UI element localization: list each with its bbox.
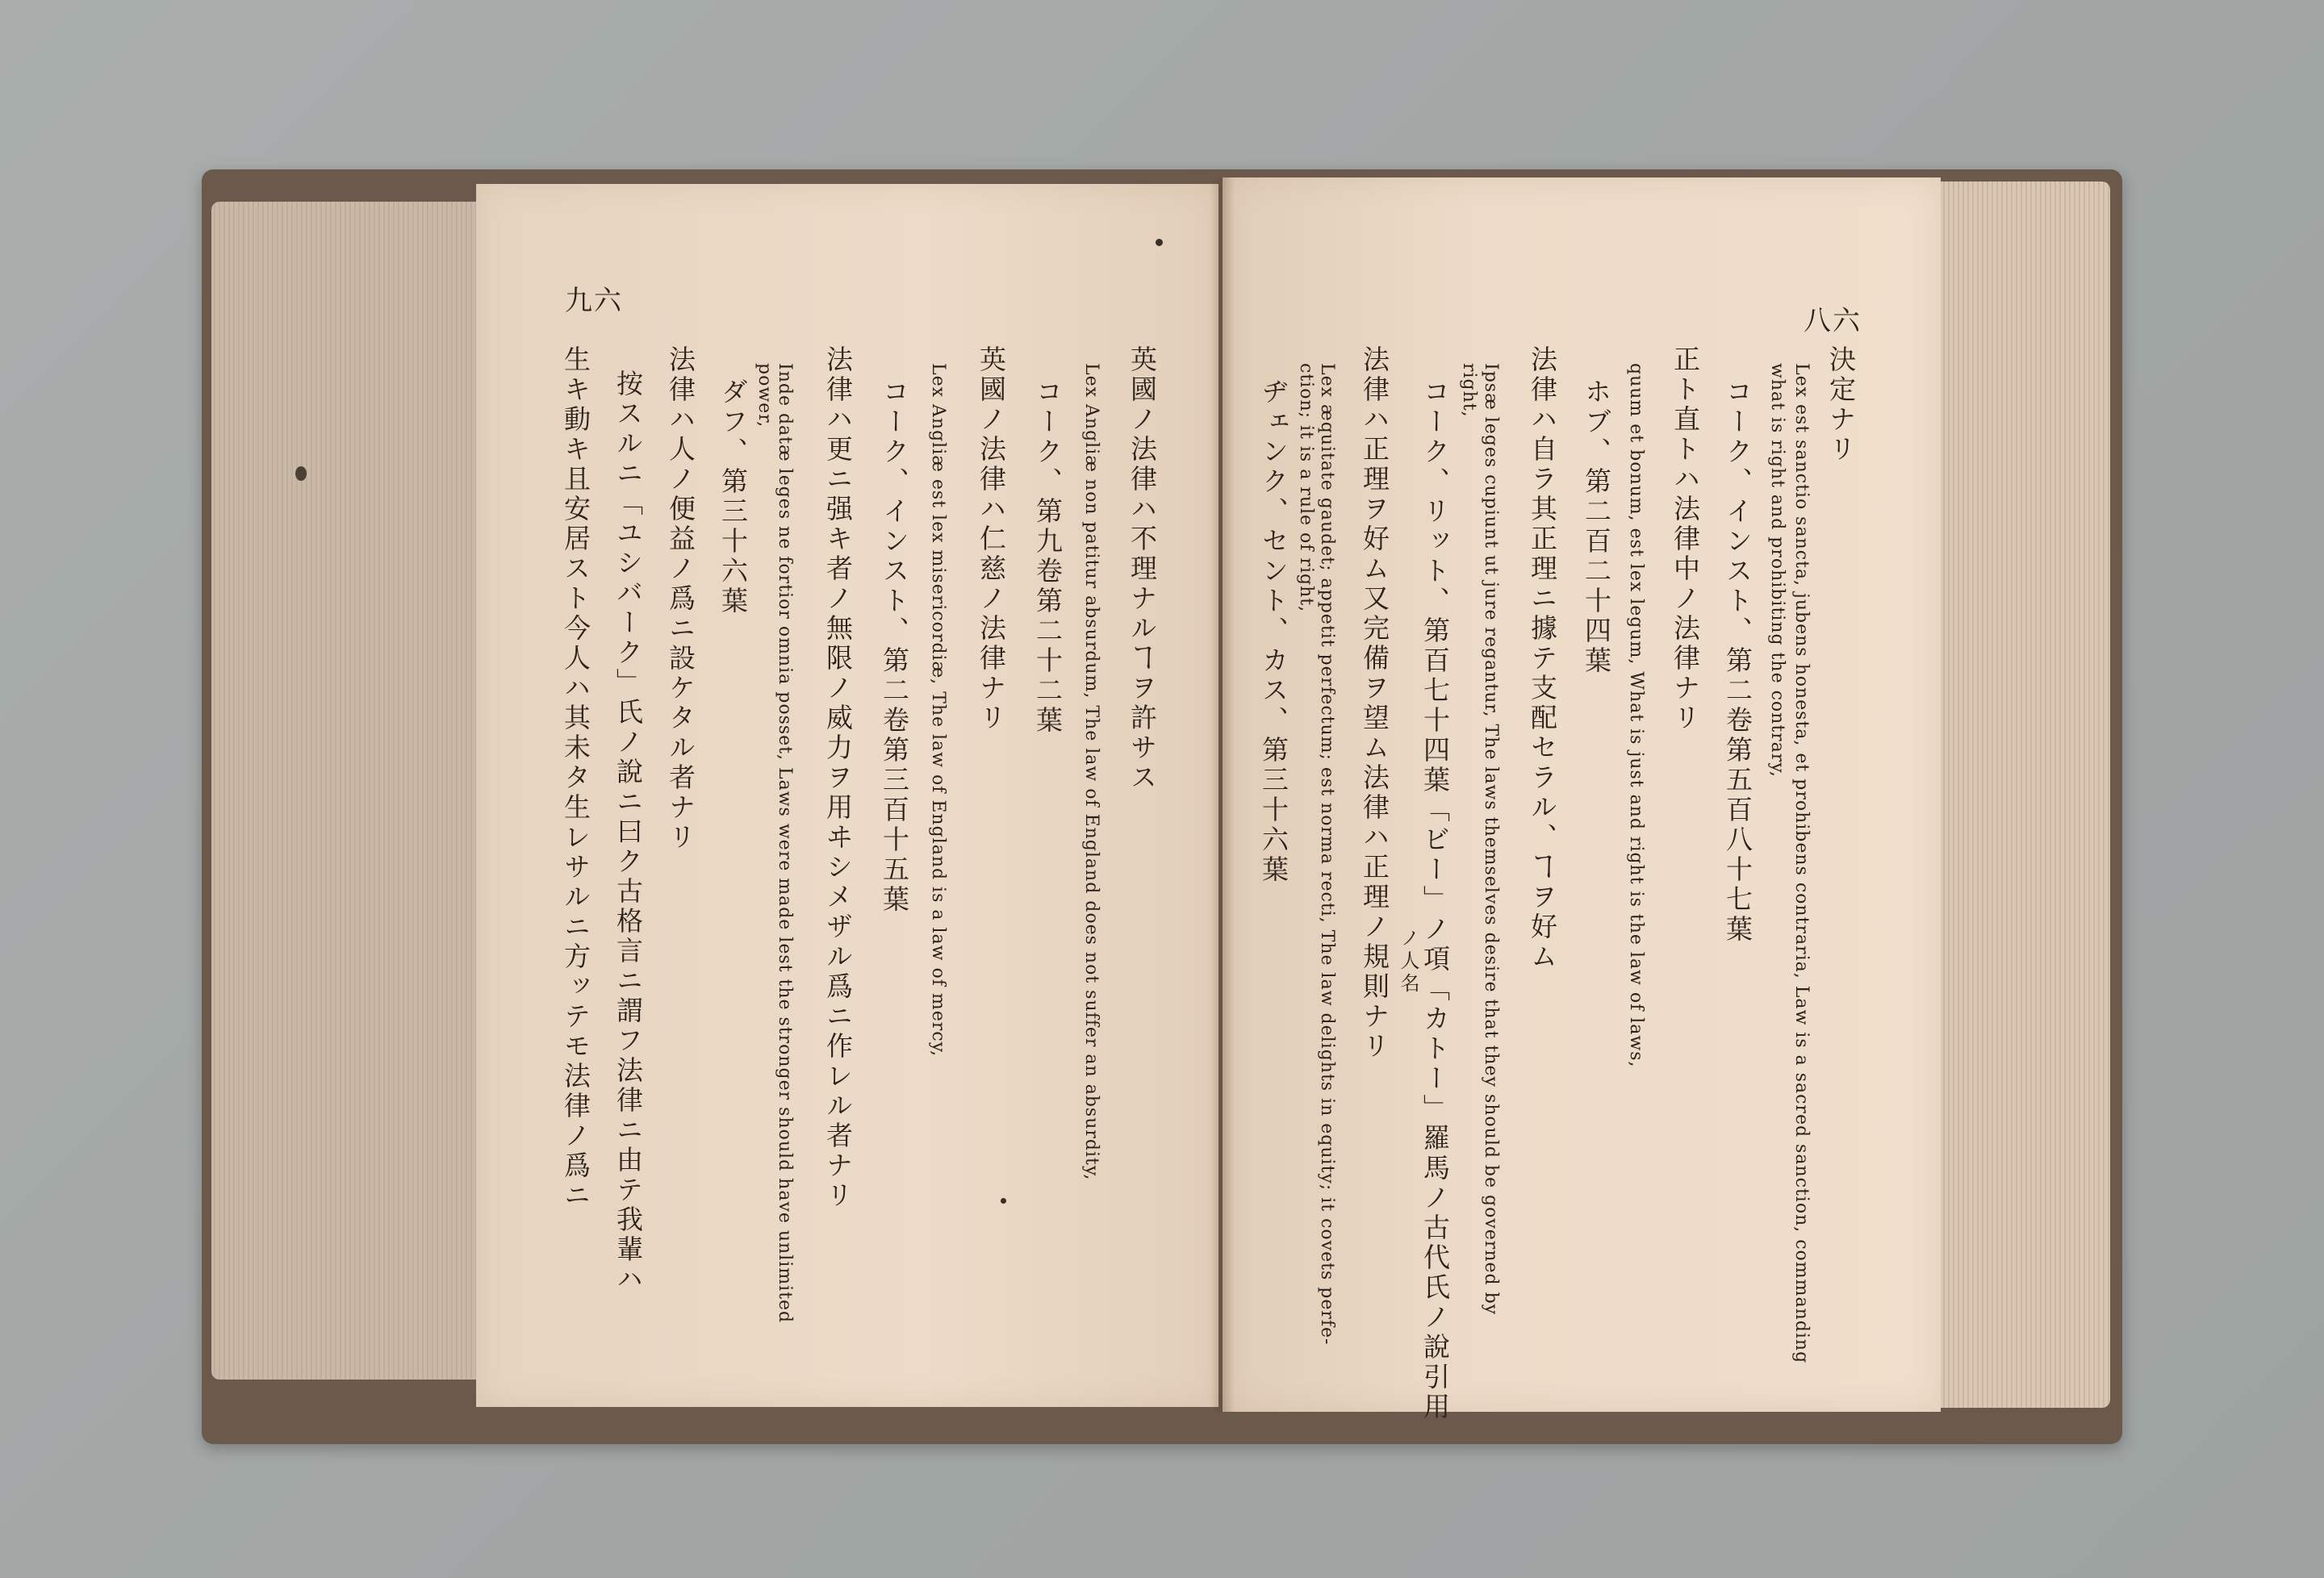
right-line-15: ction; it is a rule of right, [1296,363,1316,613]
book-gutter [1210,177,1235,1412]
right-line-6: quum et bonum, est lex legum, What is just and right is the law of laws, [1626,363,1646,1068]
left-line-8: Inde datæ leges ne fortior omnia posset, Laws were made lest the stronger should have unlimited [775,363,795,1324]
left-line-2: Lex Angliæ non patitur absurdum, The law of England does not suffer an absurdity, [1081,363,1101,1181]
right-line-12: ノ人名 [1397,928,1419,996]
left-line-7: 法律ハ更ニ强キ者ノ無限ノ威力ヲ用ヰシメザル爲ニ作レル者ナリ [822,345,854,1211]
right-line-10: right, [1459,363,1479,418]
right-line-16: ヂェンク、セント、カス、第三十六葉 [1258,378,1289,885]
left-line-6: コーク、インスト、第二卷第三百十五葉 [879,378,910,915]
left-line-4: 英國ノ法律ハ仁慈ノ法律ナリ [976,345,1007,733]
right-line-9: Ipsæ leges cupiunt ut jure regantur, The laws themselves desire that they should be governed by [1481,363,1501,1316]
right-line-4: コーク、インスト、第二卷第五百八十七葉 [1722,378,1753,945]
right-line-5: 正ト直トハ法律中ノ法律ナリ [1670,345,1701,733]
right-line-8: 法律ハ自ラ其正理ニ據テ支配セラル、ヿヲ好ム [1527,345,1558,972]
binding-mark [295,466,307,481]
left-line-3: コーク、第九卷第二十二葉 [1032,378,1064,736]
left-line-12: 按スルニ「ユシバーク」氏ノ說ニ曰ク古格言ニ謂フ法律ニ由テ我輩ハ [612,369,644,1295]
right-line-1: 決定ナリ [1825,345,1857,465]
left-page-stack [211,202,486,1380]
right-line-3: what is right and prohibiting the contrary, [1767,363,1787,778]
left-line-11: 法律ハ人ノ便益ノ爲ニ設ケタル者ナリ [665,345,696,853]
right-line-14: Lex æquitate gaudet; appetit perfectum; est norma recti, The law delights in equity; it covets perfe- [1317,363,1337,1346]
right-line-7: ホブ、第二百二十四葉 [1581,378,1612,676]
left-line-5: Lex Angliæ est lex misericordiæ, The law of England is a law of mercy, [928,363,948,1058]
right-line-11: コーク、リット、第百七十四葉「ビー」ノ項「カトー」羅馬ノ古代氏ノ說引用 [1419,378,1451,1422]
left-line-9: power, [754,363,775,428]
left-line-10: ダフ、第三十六葉 [717,378,749,616]
left-line-13: 生キ動キ且安居スト今人ハ其未タ生レサルニ方ッテモ法律ノ爲ニ [560,345,591,1211]
ink-spot [1156,239,1163,246]
ink-spot [1001,1198,1006,1204]
right-line-2: Lex est sanctio sancta, jubens honesta, et prohibens contraria, Law is a sacred sanction, commanding [1791,363,1812,1364]
left-page-number: 九六 [565,285,623,317]
right-page-stack [1941,182,2110,1408]
right-line-13: 法律ハ正理ヲ好ム又完備ヲ望ム法律ハ正理ノ規則ナリ [1359,345,1390,1062]
right-page-number: 八六 [1804,305,1862,337]
left-line-1: 英國ノ法律ハ不理ナルヿヲ許サス [1126,345,1158,793]
